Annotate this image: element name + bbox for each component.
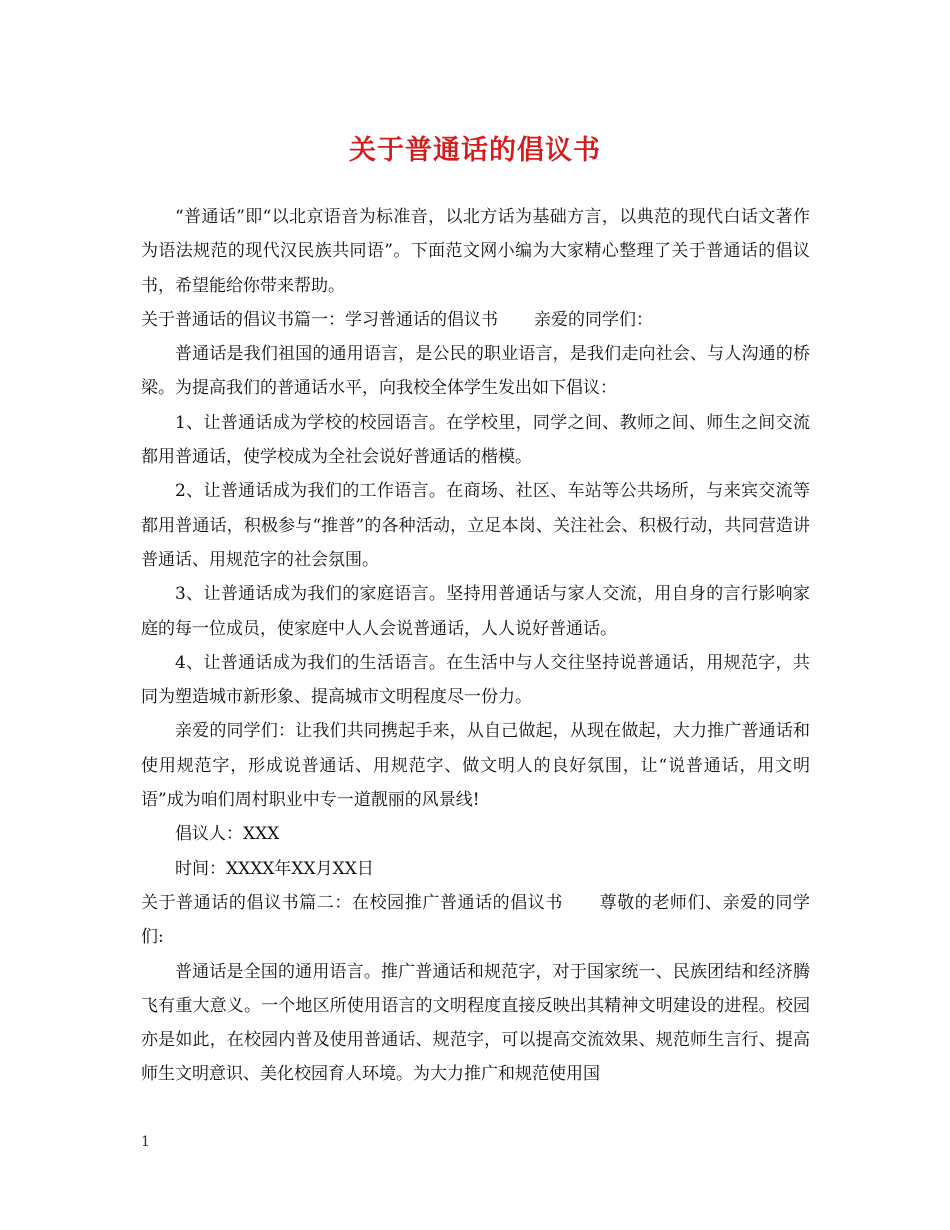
section2-heading: 关于普通话的倡议书篇二：在校园推广普通话的倡议书 [141, 892, 563, 913]
date-line: 时间：XXXX年XX月XX日 [175, 858, 374, 879]
document-title: 关于普通话的倡议书 [349, 135, 601, 166]
document-body [141, 200, 810, 1092]
intro-paragraph: “普通话”即“以北京语音为标准音，以北方话为基础方言，以典范的现代白话文著作为语法规范的现代汉民族共同语”。下面范文网小编为大家精心整理了关于普通话的倡议书，希望能给你带来帮助。 [141, 207, 810, 296]
proposal-item-3: 3、让普通话成为我们的家庭语言。坚持用普通话与家人交流，用自身的言行影响家庭的每一位成员，使家庭中人人会说普通话，人人说好普通话。 [141, 584, 810, 639]
section1-intro: 普通话是我们祖国的通用语言，是公民的职业语言，是我们走向社会、与人沟通的桥梁。为提高我们的普通话水平，向我校全体学生发出如下倡议： [141, 344, 810, 399]
section2-intro: 普通话是全国的通用语言。推广普通话和规范字，对于国家统一、民族团结和经济腾飞有重大意义。一个地区所使用语言的文明程度直接反映出其精神文明建设的进程。校园亦是如此，在校园内普及使用普通话、规范字，可以提高交流效果、规范师生言行、提高师生文明意识、美化校园育人环境。为大力推广和规范使用国 [141, 961, 810, 1085]
page-number: 1 [141, 1134, 150, 1150]
proposal-item-2: 2、让普通话成为我们的工作语言。在商场、社区、车站等公共场所，与来宾交流等都用普通话，积极参与“推普”的各种活动，立足本岗、关注社会、积极行动，共同营造讲普通话、用规范字的社会氛围。 [141, 481, 810, 570]
section2-salutation: 尊敬的老师们、亲爱的同学们: [141, 892, 810, 948]
section1-salutation: 亲爱的同学们： [534, 309, 653, 330]
proposal-item-4: 4、让普通话成为我们的生活语言。在生活中与人交往坚持说普通话，用规范字，共同为塑造城市新形象、提高城市文明程度尽一份力。 [141, 652, 810, 708]
section2-heading-line [141, 886, 810, 955]
proposer-line: 倡议人：XXX [175, 824, 280, 845]
section1-heading-line [141, 303, 810, 337]
proposal-item-1: 1、让普通话成为学校的校园语言。在学校里，同学之间、教师之间、师生之间交流都用普通话，使学校成为全社会说好普通话的楷模。 [141, 412, 810, 468]
section1-heading: 关于普通话的倡议书篇一：学习普通话的倡议书 [141, 309, 498, 330]
closing-paragraph: 亲爱的同学们：让我们共同携起手来，从自己做起，从现在做起，大力推广普通话和使用规范字，形成说普通话、用规范字、做文明人的良好氛围，让“说普通话，用文明语”成为咱们周村职业中专一道靓丽的风景线! [141, 721, 810, 811]
